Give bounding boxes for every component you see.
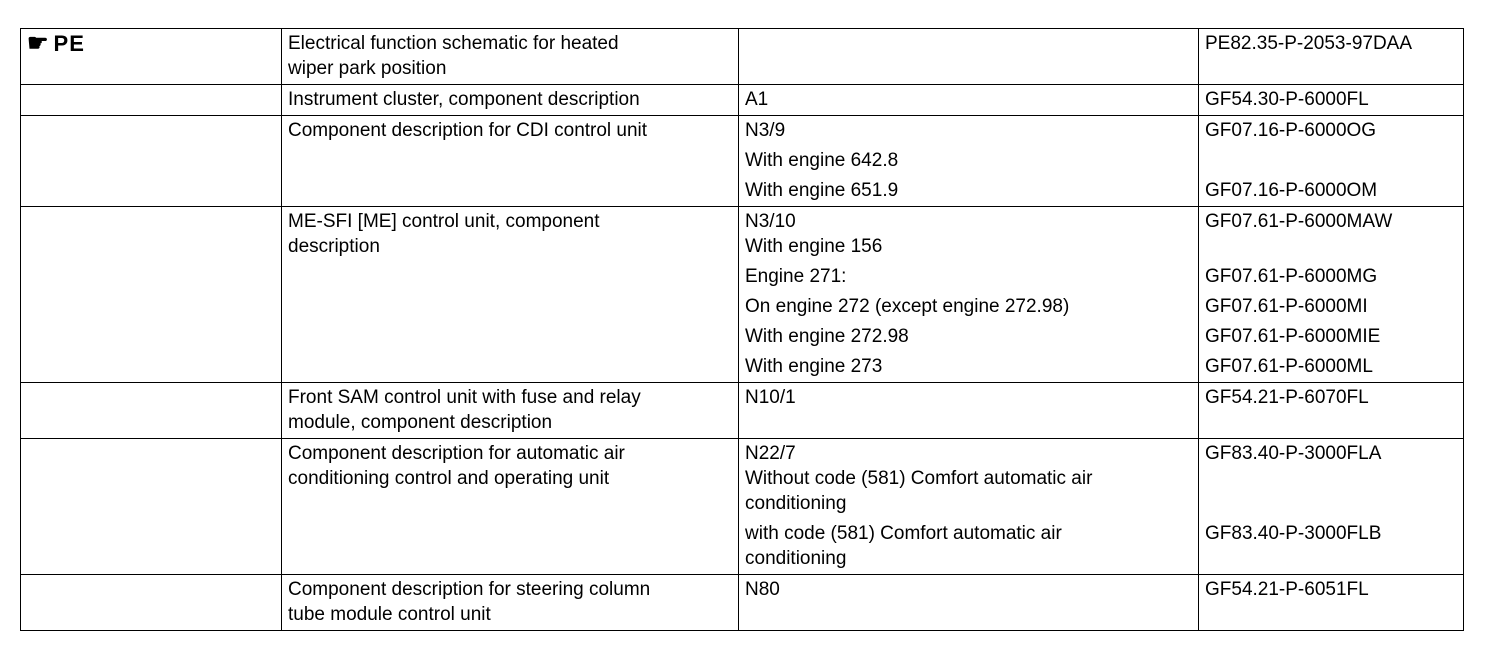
component-line: With engine 642.8 <box>745 150 899 171</box>
description-line: conditioning control and operating unit <box>288 468 610 489</box>
pe-label: PE <box>53 31 85 56</box>
reference-link[interactable]: GF07.16-P-6000OG <box>1205 120 1377 141</box>
description-cell <box>282 207 739 383</box>
reference-link[interactable]: GF83.40-P-3000FLA <box>1205 443 1382 464</box>
component-line: With engine 273 <box>745 356 883 377</box>
header-row <box>21 29 1464 85</box>
reference-link[interactable]: GF83.40-P-3000FLB <box>1205 523 1382 544</box>
description-line: ME-SFI [ME] control unit, component <box>288 211 600 232</box>
reference-link[interactable]: GF54.21-P-6051FL <box>1205 579 1369 600</box>
component-cell <box>739 575 1199 631</box>
reference-link <box>1205 466 1457 491</box>
table-row <box>21 383 1464 439</box>
pe-marker[interactable] <box>27 31 85 56</box>
component-cell <box>739 29 1199 85</box>
empty-cell <box>21 383 282 439</box>
component-line: conditioning <box>745 493 847 514</box>
reference-link[interactable]: GF07.61-P-6000MI <box>1205 296 1368 317</box>
description-line: Front SAM control unit with fuse and relay <box>288 387 641 408</box>
description-cell <box>282 85 739 116</box>
component-cell <box>739 207 1199 383</box>
description-cell <box>282 116 739 207</box>
reference-cell <box>1199 383 1464 439</box>
reference-link <box>1205 234 1457 259</box>
reference-link <box>1205 546 1457 571</box>
description-cell <box>282 383 739 439</box>
reference-link[interactable]: GF54.30-P-6000FL <box>1205 89 1369 110</box>
component-line: Engine 271: <box>745 266 847 287</box>
component-line: On engine 272 (except engine 272.98) <box>745 296 1070 317</box>
description-line: Instrument cluster, component description <box>288 89 640 110</box>
reference-cell <box>1199 439 1464 575</box>
schematic-title-line: wiper park position <box>288 58 447 79</box>
component-line: N3/9 <box>745 120 786 141</box>
reference-cell <box>1199 575 1464 631</box>
pointing-hand-icon: ☛ <box>27 29 50 57</box>
reference-link[interactable]: GF07.61-P-6000MG <box>1205 266 1378 287</box>
reference-link[interactable]: GF54.21-P-6070FL <box>1205 387 1369 408</box>
table-row <box>21 207 1464 383</box>
component-cell <box>739 383 1199 439</box>
component-line: N80 <box>745 579 780 600</box>
component-cell <box>739 85 1199 116</box>
component-line: A1 <box>745 89 769 110</box>
table-row <box>21 85 1464 116</box>
component-line: N3/10 <box>745 211 796 232</box>
reference-link <box>1205 491 1457 516</box>
component-line: with code (581) Comfort automatic air <box>745 523 1062 544</box>
component-line: With engine 272.98 <box>745 326 909 347</box>
schematic-title-line: Electrical function schematic for heated <box>288 33 619 54</box>
component-line: With engine 156 <box>745 236 883 257</box>
component-line: N22/7 <box>745 443 796 464</box>
component-line: N10/1 <box>745 387 796 408</box>
component-line: With engine 651.9 <box>745 180 899 201</box>
description-line: module, component description <box>288 412 553 433</box>
description-line: description <box>288 236 380 257</box>
description-line: Component description for automatic air <box>288 443 625 464</box>
reference-link[interactable]: GF07.61-P-6000MAW <box>1205 211 1393 232</box>
component-line: Without code (581) Comfort automatic air <box>745 468 1093 489</box>
reference-cell <box>1199 85 1464 116</box>
description-line: Component description for CDI control unit <box>288 120 648 141</box>
schematic-ref-link[interactable]: PE82.35-P-2053-97DAA <box>1205 33 1413 54</box>
empty-cell <box>21 207 282 383</box>
component-line: conditioning <box>745 548 847 569</box>
empty-cell <box>21 116 282 207</box>
description-cell <box>282 439 739 575</box>
description-line: Component description for steering column <box>288 579 651 600</box>
pe-cell <box>21 29 282 85</box>
component-cell <box>739 116 1199 207</box>
reference-link <box>1205 148 1457 173</box>
empty-cell <box>21 85 282 116</box>
reference-link[interactable]: GF07.16-P-6000OM <box>1205 180 1378 201</box>
reference-cell <box>1199 207 1464 383</box>
table-row <box>21 116 1464 207</box>
schematic-title-cell <box>282 29 739 85</box>
description-cell <box>282 575 739 631</box>
empty-cell <box>21 575 282 631</box>
reference-link[interactable]: GF07.61-P-6000ML <box>1205 356 1373 377</box>
component-cell <box>739 439 1199 575</box>
schematic-ref-cell <box>1199 29 1464 85</box>
reference-cell <box>1199 116 1464 207</box>
empty-cell <box>21 439 282 575</box>
reference-link[interactable]: GF07.61-P-6000MIE <box>1205 326 1381 347</box>
table-row <box>21 575 1464 631</box>
table-row <box>21 439 1464 575</box>
description-line: tube module control unit <box>288 604 491 625</box>
reference-table <box>20 28 1464 631</box>
